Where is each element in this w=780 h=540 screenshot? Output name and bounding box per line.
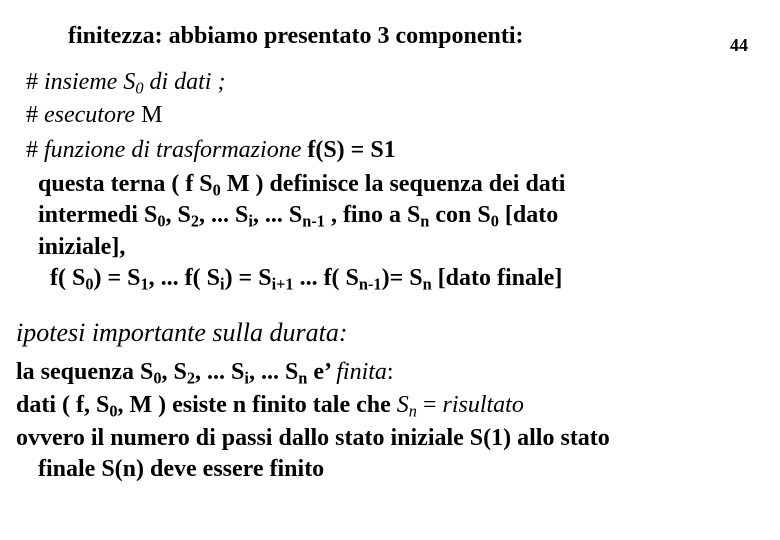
bullet: # (26, 69, 38, 95)
component-symbol: M (135, 102, 163, 128)
component-formula: f(S) = S1 (301, 137, 396, 163)
ipotesi-title: ipotesi importante sulla durata: (16, 318, 348, 347)
component-label: funzione di trasformazione (44, 137, 302, 163)
bullet: # (26, 102, 38, 128)
terna-line-2: intermedi $S_0$, $S_2$, ... $S_i$, ... $S_{n-1}$ , fino a $S_n$ con $S_0$ [dato (38, 202, 559, 231)
component-label: insieme $S_0$ di dati ; (44, 69, 226, 98)
bullet: # (26, 137, 38, 163)
component-item-insieme (26, 69, 226, 98)
terna-line-4: f( $S_0) = S_1$, ... f( $S_i) = S_{i+1}$ ... f( $S_{n-1})= S_n$ [dato finale] (50, 265, 563, 294)
ipotesi-line-3: ovvero il numero di passi dallo stato iniziale S(1) allo stato (16, 425, 610, 451)
component-item-esecutore (26, 103, 162, 127)
terna-line-3: iniziale], (38, 234, 126, 260)
ipotesi-line-4: finale S(n) deve essere finito (38, 456, 325, 482)
ipotesi-line-1: la sequenza $S_0$, $S_2$, ... $S_i$, ... $S_n$ e’ finita: (16, 359, 394, 388)
terna-line-1: questa terna ( f $S_0$ M ) definisce la sequenza dei dati (38, 171, 566, 200)
ipotesi-line-2: dati ( f, $S_0$, M ) esiste n finito tale che $S_n$ = risultato (16, 392, 524, 421)
component-item-funzione (26, 138, 396, 162)
page-number: 44 (730, 35, 748, 55)
component-label: esecutore (44, 102, 136, 128)
slide-header: finitezza: abbiamo presentato 3 componenti: (68, 23, 524, 49)
